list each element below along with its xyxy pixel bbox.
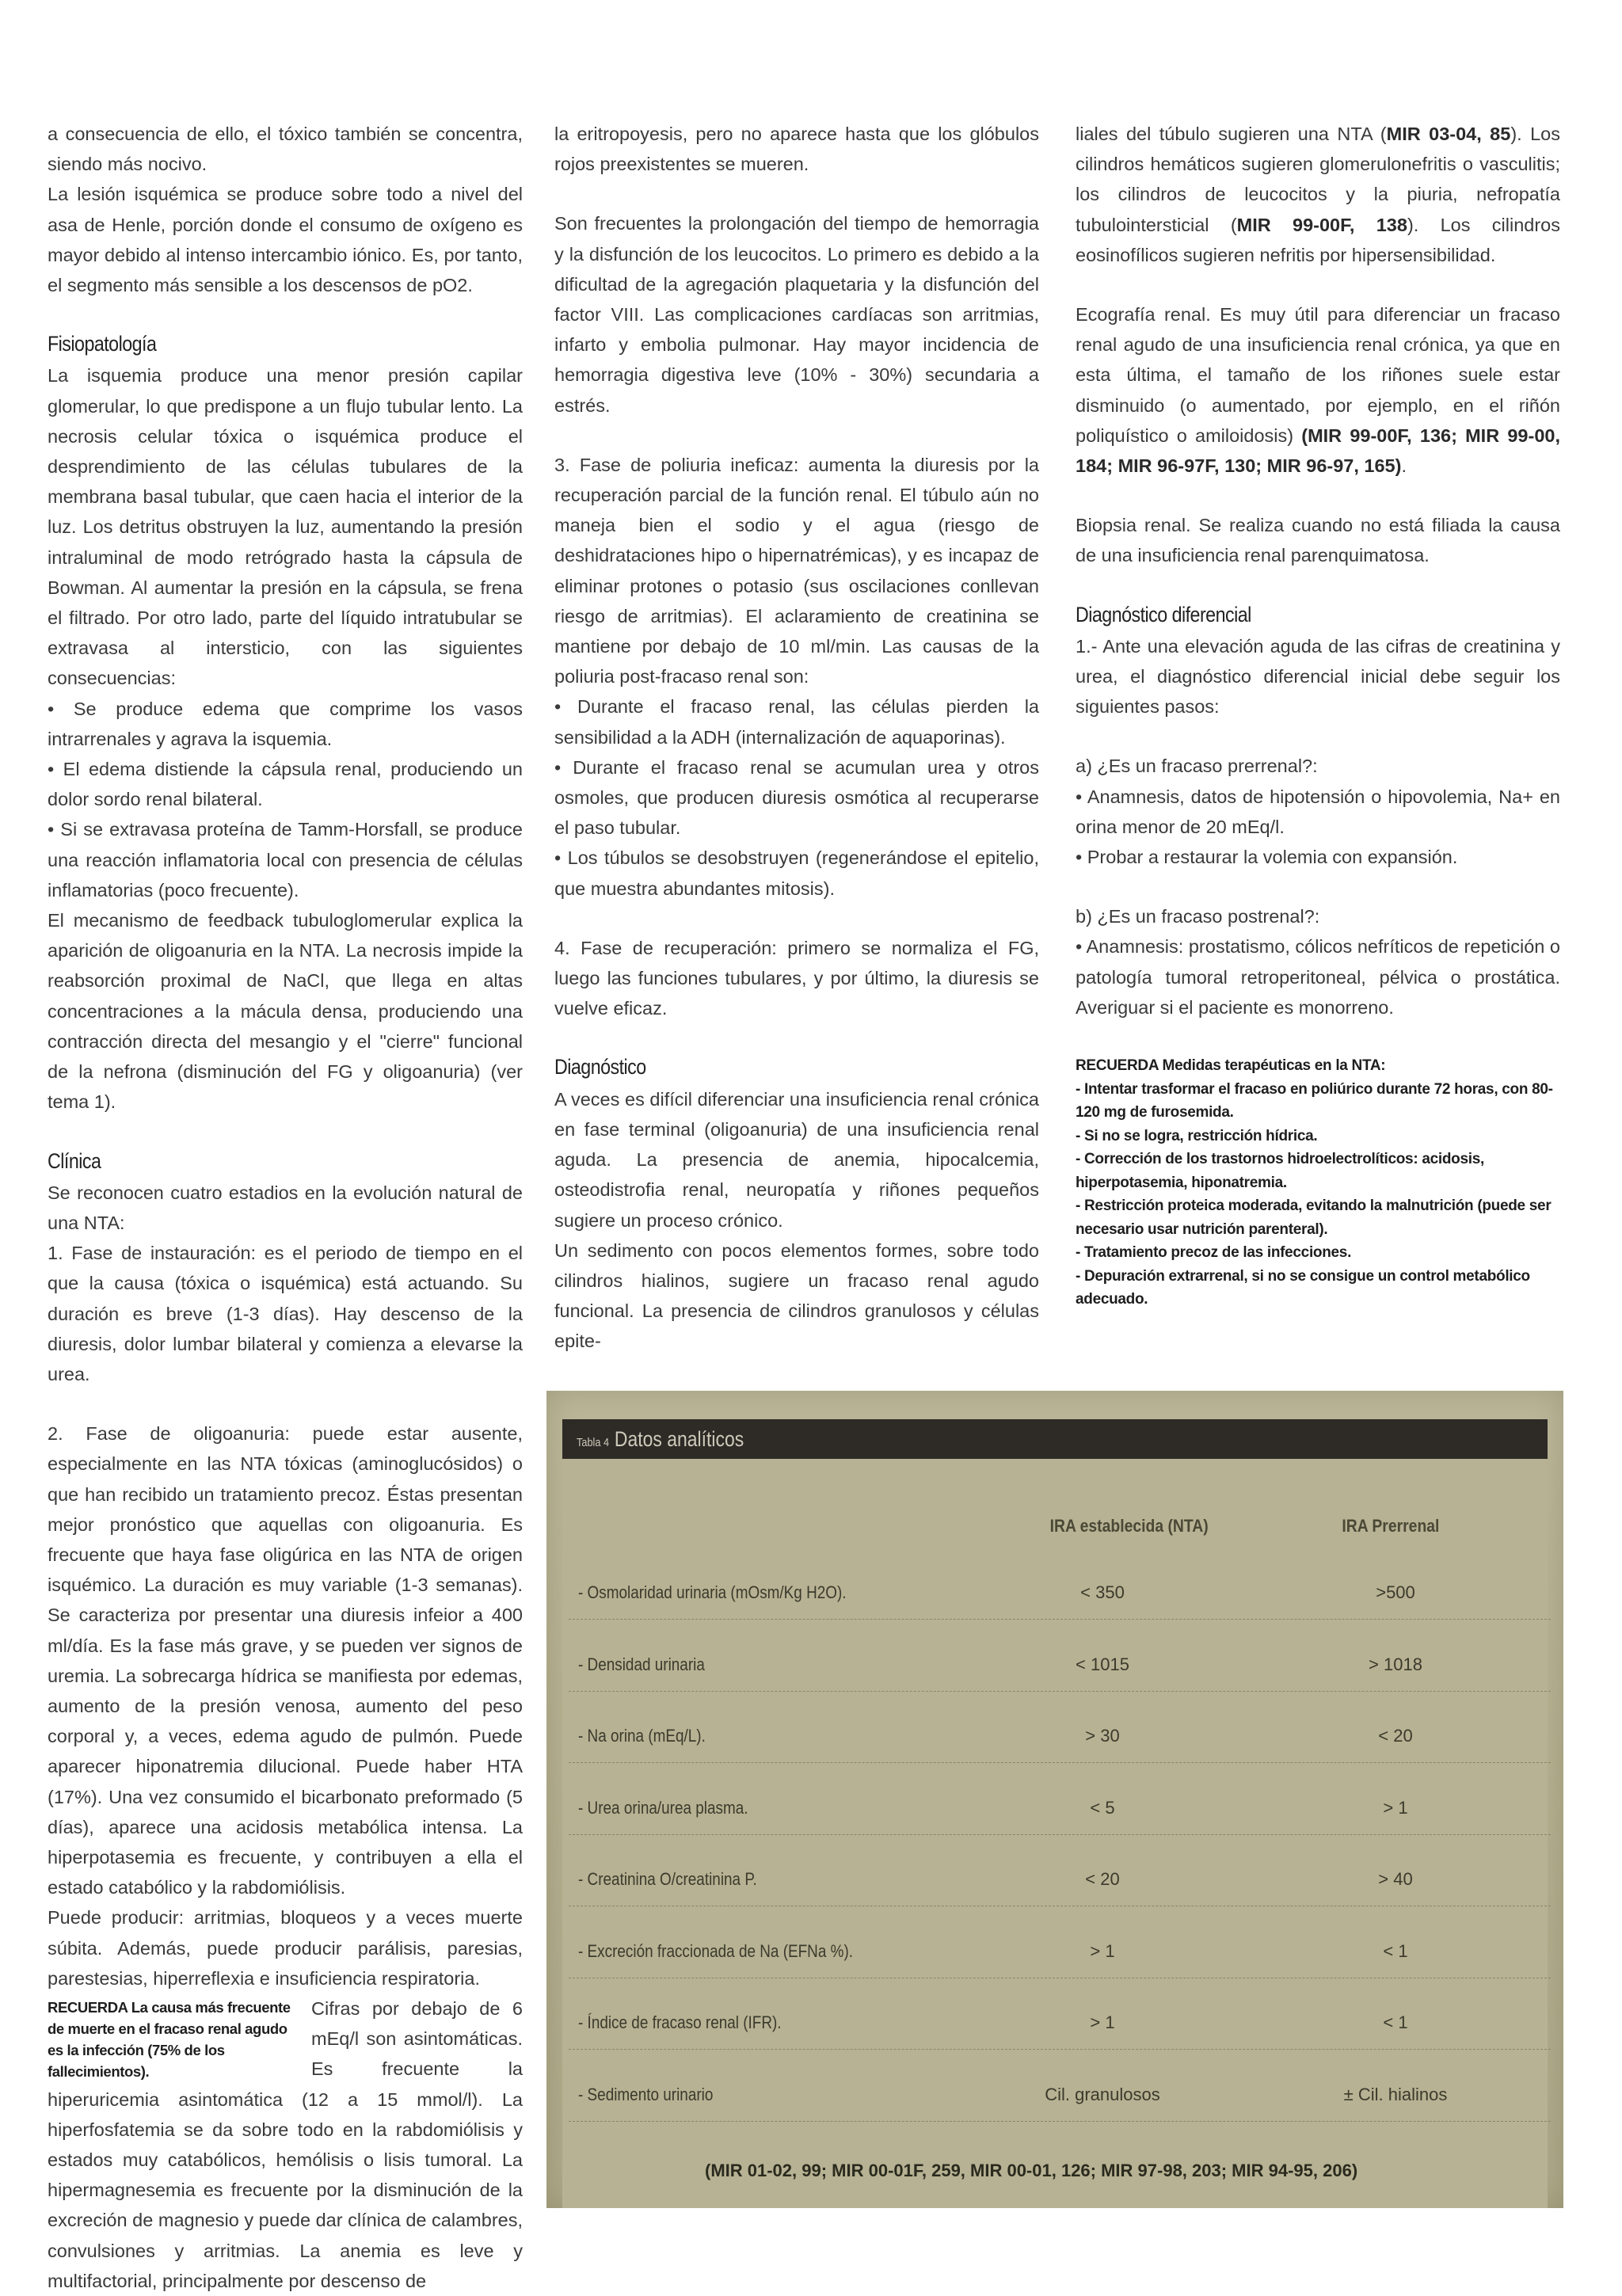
bullet-item: • Anamnesis: prostatismo, cólicos nefríticos de repetición o patología tumoral retroperitoneal, pélvica o prostática. Averiguar si el paciente es monorreno. [1076,936,1560,1018]
table-cell-prerrenal: > 1018 [1369,1654,1422,1674]
recuerda-item: - Restricción proteica moderada, evitando la malnutrición (puede ser necesario usar nutrición parenteral). [1076,1197,1552,1238]
paragraph: liales del túbulo sugieren una NTA (MIR 03-04, 85). Los cilindros hemáticos sugieren glomerulonefritis o vasculitis; los cilindros de leucocitos y la piuria, nefropatía tubulointersticial (MIR 99-00F, 138). Los cilindros eosinofílicos sugieren nefritis por hipersensibilidad. [1076,124,1560,265]
table-title: Tabla 4 Datos analíticos [577,1427,744,1451]
section-heading-diagnostico-diferencial: Diagnóstico diferencial [1076,602,1251,626]
paragraph: Puede producir: arritmias, bloqueos y a veces muerte súbita. Además, puede producir parálisis, paresias, parestesias, hiperreflexia e insuficiencia respiratoria. [48,1907,523,1989]
table-title-bar [562,1419,1548,1459]
recuerda-tag: RECUERDA [48,1998,128,2016]
table-header-prerrenal: IRA Prerrenal [1342,1516,1440,1536]
recuerda-item: - Si no se logra, restricción hídrica. [1076,1127,1318,1144]
section-heading-fisiopatologia: Fisiopatología [48,332,157,356]
table-mir-references: (MIR 01-02, 99; MIR 00-01F, 259, MIR 00-01, 126; MIR 97-98, 203; MIR 94-95, 206) [705,2161,1358,2180]
table-row-label: - Na orina (mEq/L). [578,1726,706,1746]
bullet-item: • Durante el fracaso renal, las células pierden la sensibilidad a la ADH (internalización de aquaporinas). [554,696,1039,748]
recuerda-item: - Tratamiento precoz de las infecciones. [1076,1244,1352,1262]
paragraph: A veces es difícil diferenciar una insuficiencia renal crónica en fase terminal (oligoanuria) de una insuficiencia renal aguda. La presencia de anemia, hipocalcemia, osteodistrofia renal, neuropatía y riñones pequeños sugiere un proceso crónico. [554,1088,1039,1231]
table-cell-prerrenal: > 40 [1378,1869,1413,1889]
paragraph: Ecografía renal. Es muy útil para diferenciar un fracaso renal agudo de una insuficiencia renal crónica, ya que en esta última, el tamaño de los riñones suele estar disminuido (o aumentado, por ejemplo, en el riñón poliquístico o amiloidosis) (MIR 99-00F, 136; MIR 99-00, 184; MIR 96-97F, 130; MIR 96-97, 165). [1076,304,1560,477]
table-cell-prerrenal: >500 [1376,1582,1415,1602]
recuerda-text: La causa más frecuente de muerte en el fracaso renal agudo es la infección (75% de los fallecimientos). [48,1998,291,2080]
table-header-nta: IRA establecida (NTA) [1049,1516,1209,1536]
table-cell-nta: < 350 [1080,1582,1125,1602]
table-row-label: - Densidad urinaria [578,1654,705,1674]
paragraph: 1.- Ante una elevación aguda de las cifras de creatinina y urea, el diagnóstico diferencial inicial debe seguir los siguientes pasos: [1076,635,1560,718]
table-row-label: - Índice de fracaso renal (IFR). [578,2012,782,2032]
paragraph: Biopsia renal. Se realiza cuando no está filiada la causa de una insuficiencia renal parenquimatosa. [1076,515,1560,566]
paragraph: Un sedimento con pocos elementos formes, sobre todo cilindros hialinos, sugiere un fracaso renal agudo funcional. La presencia de cilindros granulosos y células epite- [554,1239,1039,1352]
table-row-divider [569,2049,1551,2050]
table-cell-nta: < 1015 [1076,1654,1129,1674]
paragraph: a consecuencia de ello, el tóxico también se concentra, siendo más nocivo. [48,124,523,175]
bullet-item: • Durante el fracaso renal se acumulan urea y otros osmoles, que producen diuresis osmótica al recuperarse el paso tubular. [554,756,1039,839]
table-cell-nta: Cil. granulosos [1045,2084,1160,2104]
bullet-item: • El edema distiende la cápsula renal, produciendo un dolor sordo renal bilateral. [48,759,523,810]
paragraph: Cifras por debajo de 6 mEq/l son asintomáticas. Es frecuente la hiperuricemia asintomática (12 a 15 mmol/l). La hiperfosfatemia se da sobre todo en la rabdomiólisis y estados muy catabólicos, hemólisis o lisis tumoral. La hipermagnesemia es frecuente por la disminución de la excreción de magnesio y puede dar clínica de calambres, convulsiones y arritmias. La anemia es leve y multifactorial, principalmente por descenso de [48,1997,523,2291]
bullet-item: • Si se extravasa proteína de Tamm-Horsfall, se produce una reacción inflamatoria local con presencia de células inflamatorias (poco frecuente). [48,819,523,901]
recuerda-title: RECUERDA Medidas terapéuticas en la NTA: [1076,1057,1386,1075]
table-row-divider [569,1906,1551,1907]
table-tag: Tabla 4 [577,1436,610,1449]
table-cell-prerrenal: < 20 [1378,1726,1413,1746]
bullet-item: • Los túbulos se desobstruyen (regenerándose el epitelio, que muestra abundantes mitosis). [554,847,1039,899]
table-cell-prerrenal: < 1 [1383,2012,1408,2032]
table-row-label: - Osmolaridad urinaria (mOsm/Kg H2O). [578,1582,847,1602]
recuerda-box [1076,1054,1560,1312]
table-cell-nta: < 5 [1090,1797,1115,1818]
table-row-divider [569,1619,1551,1620]
table-cell-prerrenal: > 1 [1383,1797,1408,1818]
mir-reference: MIR 99-00F, 138 [1236,214,1407,235]
paragraph: 3. Fase de poliuria ineficaz: aumenta la diuresis por la recuperación parcial de la función renal. El túbulo aún no maneja bien el sodio y el agua (riesgo de deshidrataciones hipo o hipernatrémicas), y es incapaz de eliminar protones o potasio (sus oscilaciones conllevan riesgo de arritmias). El aclaramiento de creatinina se mantiene por debajo de 10 ml/min. Las causas de la poliuria post-fracaso renal son: [554,454,1039,687]
table-cell-prerrenal: ± Cil. hialinos [1343,2084,1448,2104]
paragraph: Son frecuentes la prolongación del tiempo de hemorragia y la disfunción de los leucocitos. Lo primero es debido a la dificultad de la agregación plaquetaria y la disfunción del factor VIII. Las complicaciones cardíacas son arritmias, infarto y embolia pulmonar. Hay mayor incidencia de hemorragia digestiva leve (10% - 30%) secundaria a estrés. [554,213,1039,416]
text-column-1 [48,119,523,2296]
table-row-label: - Sedimento urinario [578,2084,714,2104]
paragraph: 4. Fase de recuperación: primero se normaliza el FG, luego las funciones tubulares, y por último, la diuresis se vuelve eficaz. [554,937,1039,1019]
table-cell-prerrenal: < 1 [1383,1940,1408,1961]
table-cell-nta: > 1 [1090,2012,1115,2032]
subheading: b) ¿Es un fracaso postrenal?: [1076,906,1320,927]
table-row-label: - Creatinina O/creatinina P. [578,1869,757,1889]
table-cell-nta: > 1 [1090,1940,1115,1961]
paragraph: Se reconocen cuatro estadios en la evolución natural de una NTA: [48,1182,523,1233]
recuerda-note [48,1997,297,2082]
text-column-3 [1076,119,1560,1312]
table-row-label: - Urea orina/urea plasma. [578,1797,748,1818]
paragraph: El mecanismo de feedback tubuloglomerular explica la aparición de oligoanuria en la NTA. La necrosis impide la reabsorción proximal de NaCl, que llega en altas concentraciones a la mácula densa, produciendo una contracción directa del mesangio y el "cierre" funcional de la nefrona (disminución del FG y oligoanuria) (ver tema 1). [48,910,523,1113]
paragraph: La lesión isquémica se produce sobre todo a nivel del asa de Henle, porción donde el consumo de oxígeno es mayor debido al intenso intercambio iónico. Es, por tanto, el segmento más sensible a los descensos de pO2. [48,184,523,296]
table-row-divider [569,1834,1551,1836]
recuerda-item: - Intentar trasformar el fracaso en poliúrico durante 72 horas, con 80-120 mg de furosemida. [1076,1080,1553,1121]
paragraph: 1. Fase de instauración: es el periodo de tiempo en el que la causa (tóxica o isquémica) está actuando. Su duración es breve (1-3 días). Hay descenso de la diuresis, dolor lumbar bilateral y comienza a elevarse la urea. [48,1243,523,1384]
bullet-item: • Probar a restaurar la volemia con expansión. [1076,847,1458,868]
paragraph: 2. Fase de oligoanuria: puede estar ausente, especialmente en las NTA tóxicas (aminoglucósidos) o que han recibido un tratamiento precoz. Éstas presentan mejor pronóstico que aquellas con oligoanuria. Es frecuente que haya fase oligúrica en las NTA de origen isquémico. La duración es muy variable (1-3 semanas). Se caracteriza por presentar una diuresis infeior a 400 ml/día. Es la fase más grave, y se pueden ver signos de uremia. La sobrecarga hídrica se manifiesta por edemas, aumento de la presión venosa, aumento del peso corporal y, a veces, edema agudo de pulmón. Puede aparecer hiponatremia dilucional. Puede haber HTA (17%). Una vez consumido el bicarbonato preformado (5 días), aparece una acidosis metabólica intensa. La hiperpotasemia es frecuente, y contribuyen a ella el estado catabólico y la rabdomiólisis. [48,1423,523,1898]
table-row-divider [569,1691,1551,1692]
table-row-divider [569,1978,1551,1979]
subheading: a) ¿Es un fracaso prerrenal?: [1076,756,1318,777]
section-heading-clinica: Clínica [48,1148,101,1173]
paragraph: La isquemia produce una menor presión capilar glomerular, lo que predispone a un flujo tubular lento. La necrosis celular tóxica o isquémica produce el desprendimiento de las células tubulares de la membrana basal tubular, que caen hacia el interior de la luz. Los detritus obstruyen la luz, aumentando la presión intraluminal de modo retrógrado hasta la cápsula de Bowman. Al aumentar la presión en la cápsula, se frena el filtrado. Por otro lado, parte del líquido intratubular se extravasa al intersticio, con las siguientes consecuencias: [48,365,523,689]
text-column-2 [554,119,1039,1357]
table-row-label: - Excreción fraccionada de Na (EFNa %). [578,1940,854,1961]
table-row-divider [569,2121,1551,2123]
bullet-item: • Anamnesis, datos de hipotensión o hipovolemia, Na+ en orina menor de 20 mEq/l. [1076,786,1560,837]
table-cell-nta: > 30 [1085,1726,1120,1746]
recuerda-item: - Depuración extrarrenal, si no se consigue un control metabólico adecuado. [1076,1267,1530,1308]
paragraph: la eritropoyesis, pero no aparece hasta que los glóbulos rojos preexistentes se mueren. [554,124,1039,175]
mir-reference: MIR 03-04, 85 [1386,124,1511,144]
section-heading-diagnostico: Diagnóstico [554,1055,646,1079]
table-cell-nta: < 20 [1085,1869,1120,1889]
bullet-item: • Se produce edema que comprime los vasos intrarrenales y agrava la isquemia. [48,698,523,749]
recuerda-item: - Corrección de los trastornos hidroelectrolíticos: acidosis, hiperpotasemia, hiponatremia. [1076,1151,1484,1191]
table-row-divider [569,1762,1551,1764]
mir-reference: (MIR 99-00F, 136; MIR 99-00, 184; MIR 96-97F, 130; MIR 96-97, 165) [1076,425,1560,477]
